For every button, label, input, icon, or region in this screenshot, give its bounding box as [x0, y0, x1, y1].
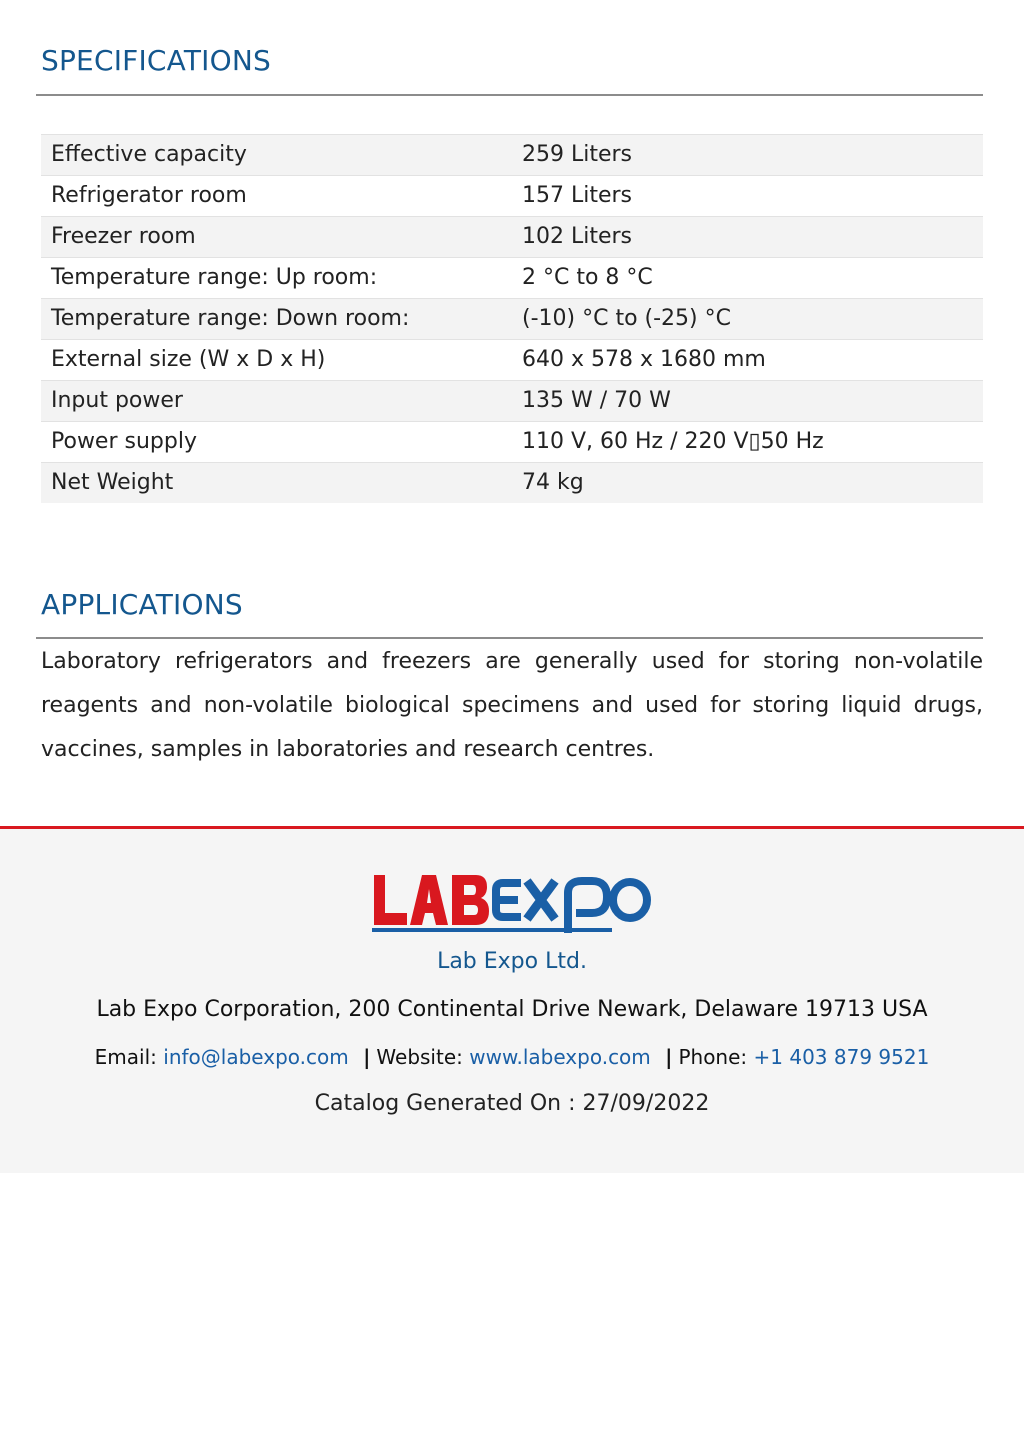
specifications-table: [41, 134, 983, 503]
company-address: Lab Expo Corporation, 200 Continental Drive Newark, Delaware 19713 USA: [96, 997, 928, 1022]
spec-label: Input power: [41, 381, 512, 422]
phone-label: Phone:: [678, 1045, 748, 1069]
table-row: [41, 135, 983, 176]
spec-value: (-10) °C to (-25) °C: [512, 299, 983, 340]
separator: |: [665, 1045, 673, 1069]
spec-label: Temperature range: Up room:: [41, 258, 512, 299]
table-row: [41, 340, 983, 381]
phone-link[interactable]: +1 403 879 9521: [753, 1045, 930, 1069]
email-label: Email:: [94, 1045, 157, 1069]
catalog-generated-date: Catalog Generated On : 27/09/2022: [314, 1091, 710, 1116]
applications-description: Laboratory refrigerators and freezers are generally used for storing non-volatile reagents and non-volatile biological specimens and used for storing liquid drugs, vaccines, samples in laboratories and research centres.: [41, 649, 983, 762]
spec-value: 135 W / 70 W: [512, 381, 983, 422]
table-row: [41, 422, 983, 463]
company-name: Lab Expo Ltd.: [437, 949, 587, 974]
spec-value: 102 Liters: [512, 217, 983, 258]
spec-label: Temperature range: Down room:: [41, 299, 512, 340]
footer: [0, 826, 1024, 1173]
labexpo-logo: [372, 873, 654, 935]
table-row: [41, 299, 983, 340]
separator: |: [363, 1045, 371, 1069]
spec-label: Power supply: [41, 422, 512, 463]
spec-label: Effective capacity: [41, 135, 512, 176]
contact-line: [0, 1045, 1024, 1069]
spec-label: External size (W x D x H): [41, 340, 512, 381]
spec-value: 74 kg: [512, 463, 983, 504]
applications-heading: APPLICATIONS: [41, 588, 243, 621]
spec-label: Net Weight: [41, 463, 512, 504]
email-link[interactable]: info@labexpo.com: [163, 1045, 349, 1069]
applications-divider: [36, 637, 983, 639]
specifications-heading: SPECIFICATIONS: [41, 44, 271, 77]
website-link[interactable]: www.labexpo.com: [469, 1045, 651, 1069]
specifications-divider: [36, 94, 983, 96]
spec-label: Refrigerator room: [41, 176, 512, 217]
table-row: [41, 176, 983, 217]
spec-value: 640 x 578 x 1680 mm: [512, 340, 983, 381]
table-row: [41, 258, 983, 299]
website-label: Website:: [376, 1045, 463, 1069]
table-row: [41, 217, 983, 258]
table-row: [41, 463, 983, 504]
spec-value: 259 Liters: [512, 135, 983, 176]
table-row: [41, 381, 983, 422]
spec-label: Freezer room: [41, 217, 512, 258]
spec-value: 157 Liters: [512, 176, 983, 217]
spec-value: 110 V, 60 Hz / 220 V▯50 Hz: [512, 422, 983, 463]
spec-value: 2 °C to 8 °C: [512, 258, 983, 299]
